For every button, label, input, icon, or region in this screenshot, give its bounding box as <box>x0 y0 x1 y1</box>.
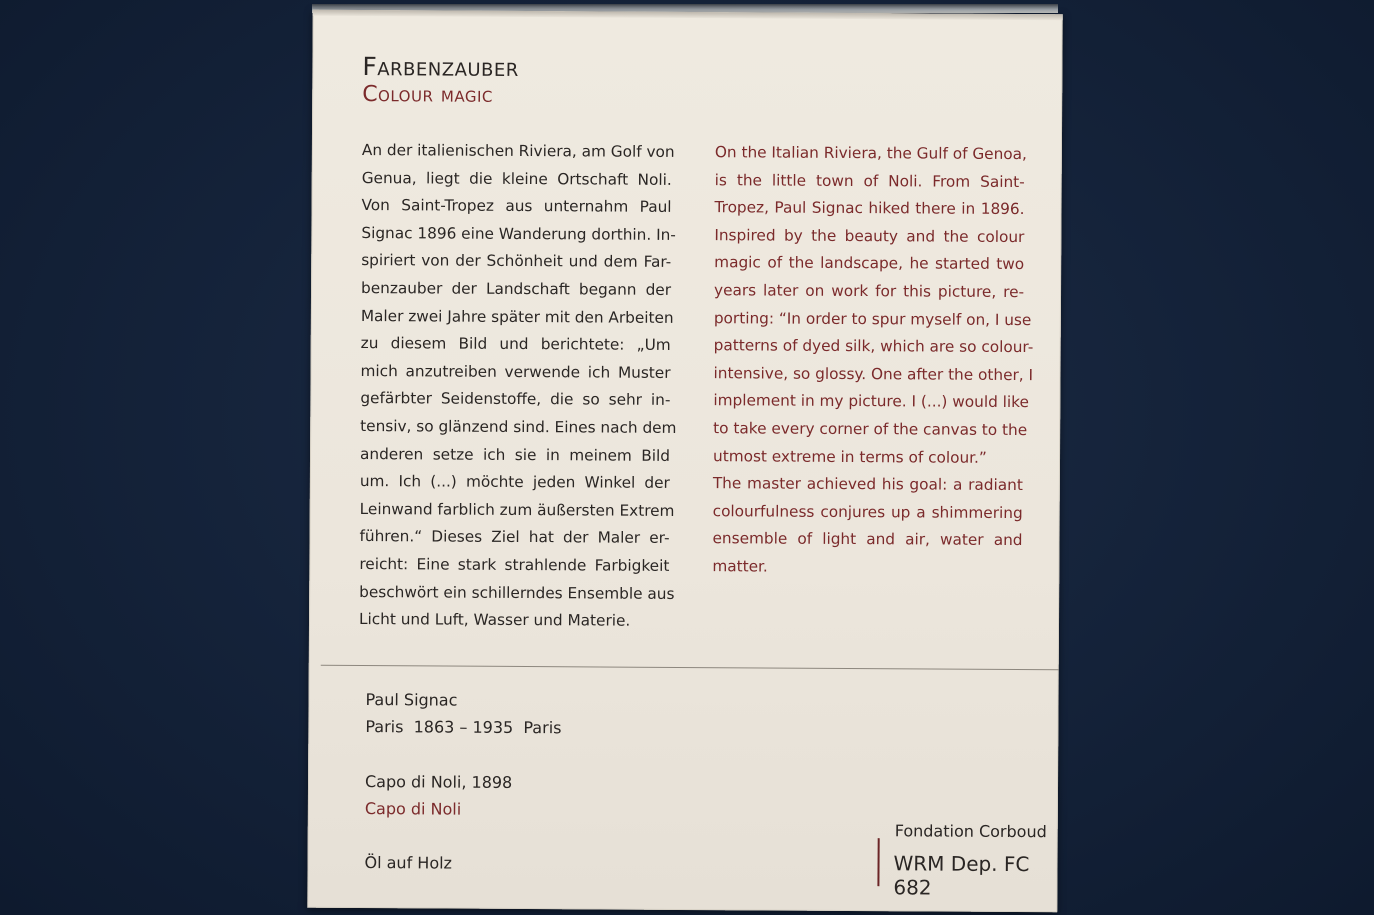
english-line: years later on work for this picture, re- <box>713 281 1025 302</box>
english-line: matter. <box>712 557 768 576</box>
german-line: reicht: Eine stark strahlende Farbigkeit <box>359 554 670 575</box>
artwork-title-english: Capo di Noli <box>364 799 462 819</box>
german-line: um. Ich (...) möchte jeden Winkel der <box>359 472 670 493</box>
artwork-title-dated: Capo di Noli, 1898 <box>364 772 513 792</box>
artist-name: Paul Signac <box>365 690 458 710</box>
owner-credit: Fondation Corboud <box>894 821 1047 842</box>
english-line: The master achieved his goal: a radiant <box>712 474 1023 495</box>
german-line: tensiv, so glänzend sind. Eines nach dem <box>360 416 677 437</box>
german-line: Leinwand farblich zum äußersten Extrem <box>359 499 675 520</box>
english-line: utmost extreme in terms of colour.” <box>712 446 987 467</box>
german-line: Von Saint-Tropez aus unternahm Paul <box>361 196 672 217</box>
title-german: Farbenzauber <box>362 52 519 82</box>
owner-accent-line <box>877 838 879 886</box>
german-line: zu diesem Bild und berichtete: „Um <box>360 334 671 355</box>
inventory-number: WRM Dep. FC 682 <box>893 851 1030 900</box>
english-line: to take every corner of the canvas to the <box>713 419 1028 440</box>
german-text-column <box>358 137 677 636</box>
german-line: Signac 1896 eine Wanderung dorthin. In- <box>361 223 676 244</box>
german-line: beschwört ein schillerndes Ensemble aus <box>359 582 675 603</box>
german-line: spiriert von der Schönheit und dem Far- <box>361 251 672 272</box>
german-line: Genua, liegt die kleine Ortschaft Noli. <box>361 168 672 189</box>
section-divider <box>321 665 1059 671</box>
english-line: implement in my picture. I (...) would like <box>713 391 1029 412</box>
english-line: colourfulness conjures up a shimmering <box>712 501 1023 522</box>
german-line: führen.“ Dieses Ziel hat der Maler er- <box>359 527 670 548</box>
german-line: An der italienischen Riviera, am Golf von <box>361 141 675 161</box>
german-line: anderen setze ich sie in meinem Bild <box>359 444 671 465</box>
german-line: Licht und Luft, Wasser und Materie. <box>358 610 631 630</box>
german-line: benzauber der Landschaft begann der <box>360 278 672 299</box>
english-line: is the little town of Noli. From Saint- <box>714 170 1025 191</box>
english-line: On the Italian Riviera, the Gulf of Genoa, <box>714 143 1027 164</box>
english-line: Inspired by the beauty and the colour <box>714 225 1025 246</box>
english-line: intensive, so glossy. One after the other, I <box>713 363 1034 384</box>
german-line: mich anzutreiben verwende ich Muster <box>360 361 671 382</box>
english-text-column <box>712 139 1034 582</box>
museum-label-card <box>307 10 1062 913</box>
english-line: magic of the landscape, he started two <box>714 253 1025 274</box>
artwork-medium: Öl auf Holz <box>364 853 453 873</box>
title-english: Colour magic <box>362 82 493 108</box>
english-line: porting: “In order to spur myself on, I use <box>713 308 1032 329</box>
german-line: Maler zwei Jahre später mit den Arbeiten <box>360 306 674 327</box>
english-line: Tropez, Paul Signac hiked there in 1896. <box>714 198 1025 219</box>
german-line: gefärbter Seidenstoffe, die so sehr in- <box>360 389 671 410</box>
english-line: patterns of dyed silk, which are so colour- <box>713 336 1034 357</box>
artist-life-dates: Paris 1863 – 1935 Paris <box>365 717 562 738</box>
english-line: ensemble of light and air, water and <box>712 529 1023 550</box>
